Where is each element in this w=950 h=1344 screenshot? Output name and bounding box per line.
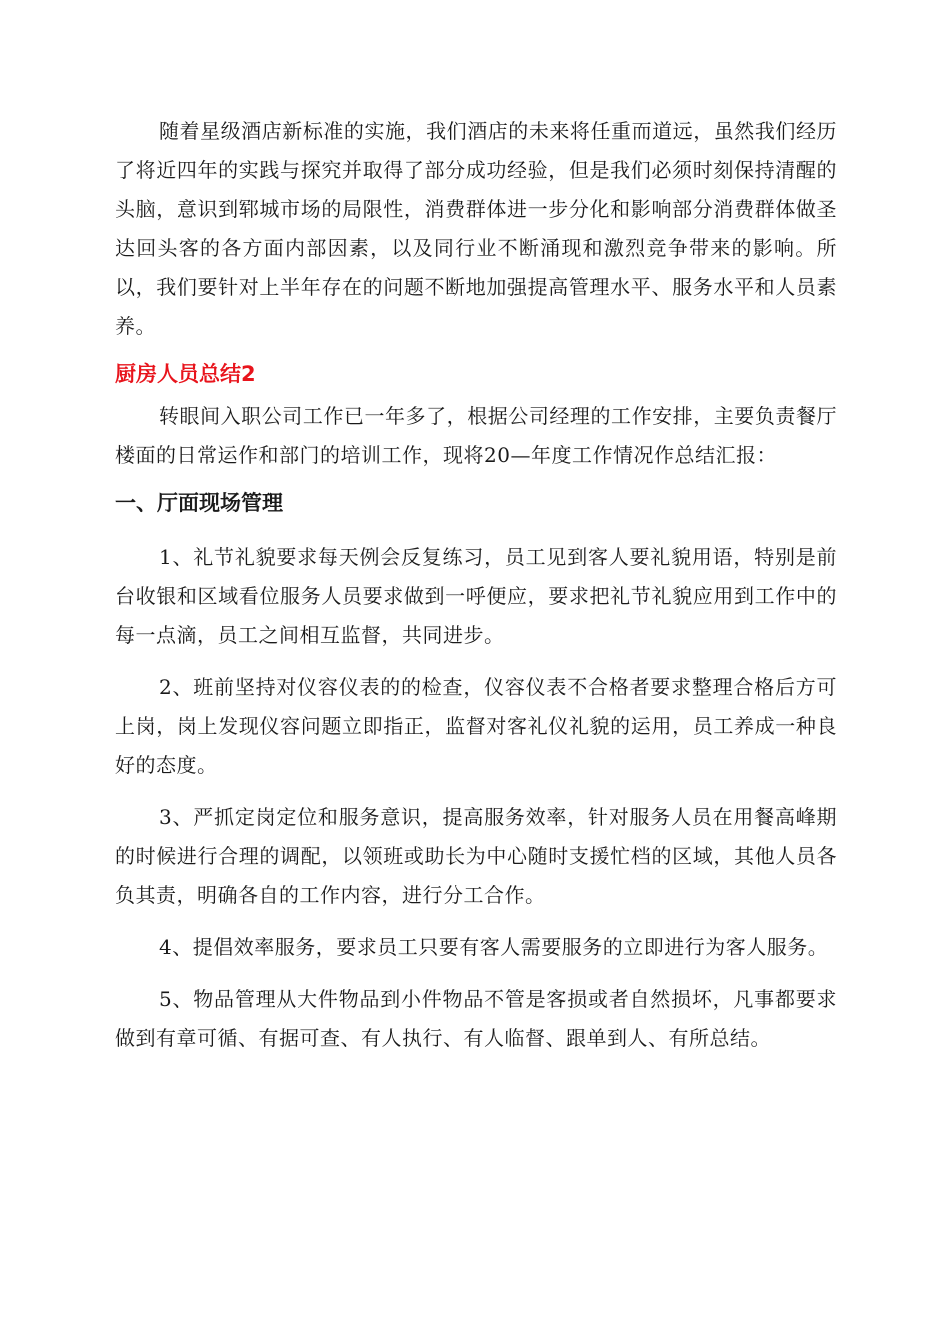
- intro-paragraph: 随着星级酒店新标准的实施，我们酒店的未来将任重而道远，虽然我们经历了将近四年的实践与探究并取得了部分成功经验，但是我们必须时刻保持清醒的头脑，意识到郓城市场的局限性，消费群体进一步分化和影响部分消费群体做圣达回头客的各方面内部因素，以及同行业不断涌现和激烈竞争带来的影响。所以，我们要针对上半年存在的问题不断地加强提高管理水平、服务水平和人员素养。: [115, 119, 837, 338]
- list-item: 5、物品管理从大件物品到小件物品不管是客损或者自然损坏，凡事都要求做到有章可循、有据可查、有人执行、有人临督、跟单到人、有所总结。: [115, 987, 837, 1050]
- list-item: 4、提倡效率服务，要求员工只要有客人需要服务的立即进行为客人服务。: [159, 935, 829, 959]
- list-item: 2、班前坚持对仪容仪表的的检查，仪容仪表不合格者要求整理合格后方可上岗，岗上发现仪容问题立即指正，监督对客礼仪礼貌的运用，员工养成一种良好的态度。: [115, 675, 837, 777]
- document-page: [115, 112, 837, 1071]
- list-item: 1、礼节礼貌要求每天例会反复练习，员工见到客人要礼貌用语，特别是前台收银和区域看位服务人员要求做到一呼便应，要求把礼节礼貌应用到工作中的每一点滴，员工之间相互监督，共同进步。: [115, 545, 837, 647]
- subheading: 一、厅面现场管理: [115, 491, 283, 515]
- section-title: 厨房人员总结2: [115, 362, 256, 386]
- list-item: 3、严抓定岗定位和服务意识，提高服务效率，针对服务人员在用餐高峰期的时候进行合理的调配，以领班或助长为中心随时支援忙档的区域，其他人员各负其责，明确各自的工作内容，进行分工合作。: [115, 805, 837, 907]
- section-intro-paragraph: 转眼间入职公司工作已一年多了，根据公司经理的工作安排，主要负责餐厅楼面的日常运作和部门的培训工作，现将20—年度工作情况作总结汇报：: [115, 404, 837, 467]
